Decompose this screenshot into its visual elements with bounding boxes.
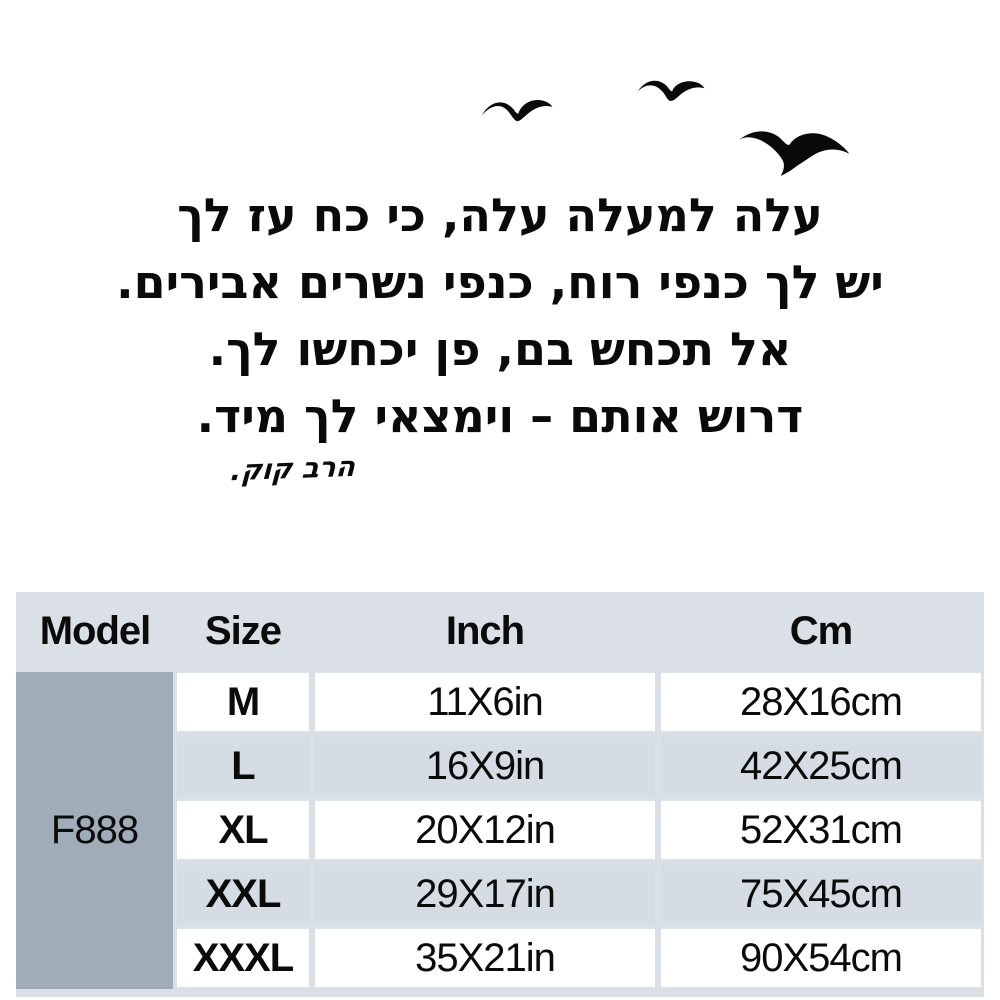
table-header-row (16, 592, 984, 670)
hebrew-quote (0, 182, 1000, 450)
model-cell: F888 (16, 672, 173, 989)
header-size: Size (204, 608, 282, 653)
quote-line: דרוש אותם – וימצאי לך מיד. (196, 389, 804, 443)
cm-cell: 75X45cm (661, 865, 981, 923)
header-model: Model (39, 608, 151, 653)
cm-cell: 90X54cm (661, 929, 981, 987)
table-row (16, 670, 984, 734)
flying-bird-icon (730, 126, 858, 176)
inch-cell: 20X12in (315, 801, 655, 859)
inch-cell: 16X9in (315, 737, 655, 795)
flying-bird-icon (474, 95, 560, 129)
size-cell: XL (177, 801, 309, 859)
cm-cell: 42X25cm (661, 737, 981, 795)
flying-bird-icon (630, 75, 712, 107)
size-cell: L (177, 737, 309, 795)
table-row (16, 734, 984, 798)
cm-cell: 28X16cm (661, 673, 981, 731)
inch-cell: 35X21in (315, 929, 655, 987)
header-inch: Inch (445, 608, 525, 653)
size-cell: XXL (177, 865, 309, 923)
inch-cell: 11X6in (315, 673, 655, 731)
header-cm: Cm (789, 608, 853, 653)
size-table (16, 592, 984, 997)
size-cell: M (177, 673, 309, 731)
quote-line: אל תכחש בם, פן יכחשו לך. (208, 322, 792, 376)
table-row (16, 798, 984, 862)
cm-cell: 52X31cm (661, 801, 981, 859)
signature: הרב קוק. (229, 449, 357, 488)
table-row (16, 926, 984, 990)
size-cell: XXXL (177, 929, 309, 987)
quote-line: עלה למעלה עלה, כי כח עז לך (177, 188, 823, 242)
table-row (16, 862, 984, 926)
quote-line: יש לך כנפי רוח, כנפי נשרים אבירים. (116, 255, 884, 309)
inch-cell: 29X17in (315, 865, 655, 923)
